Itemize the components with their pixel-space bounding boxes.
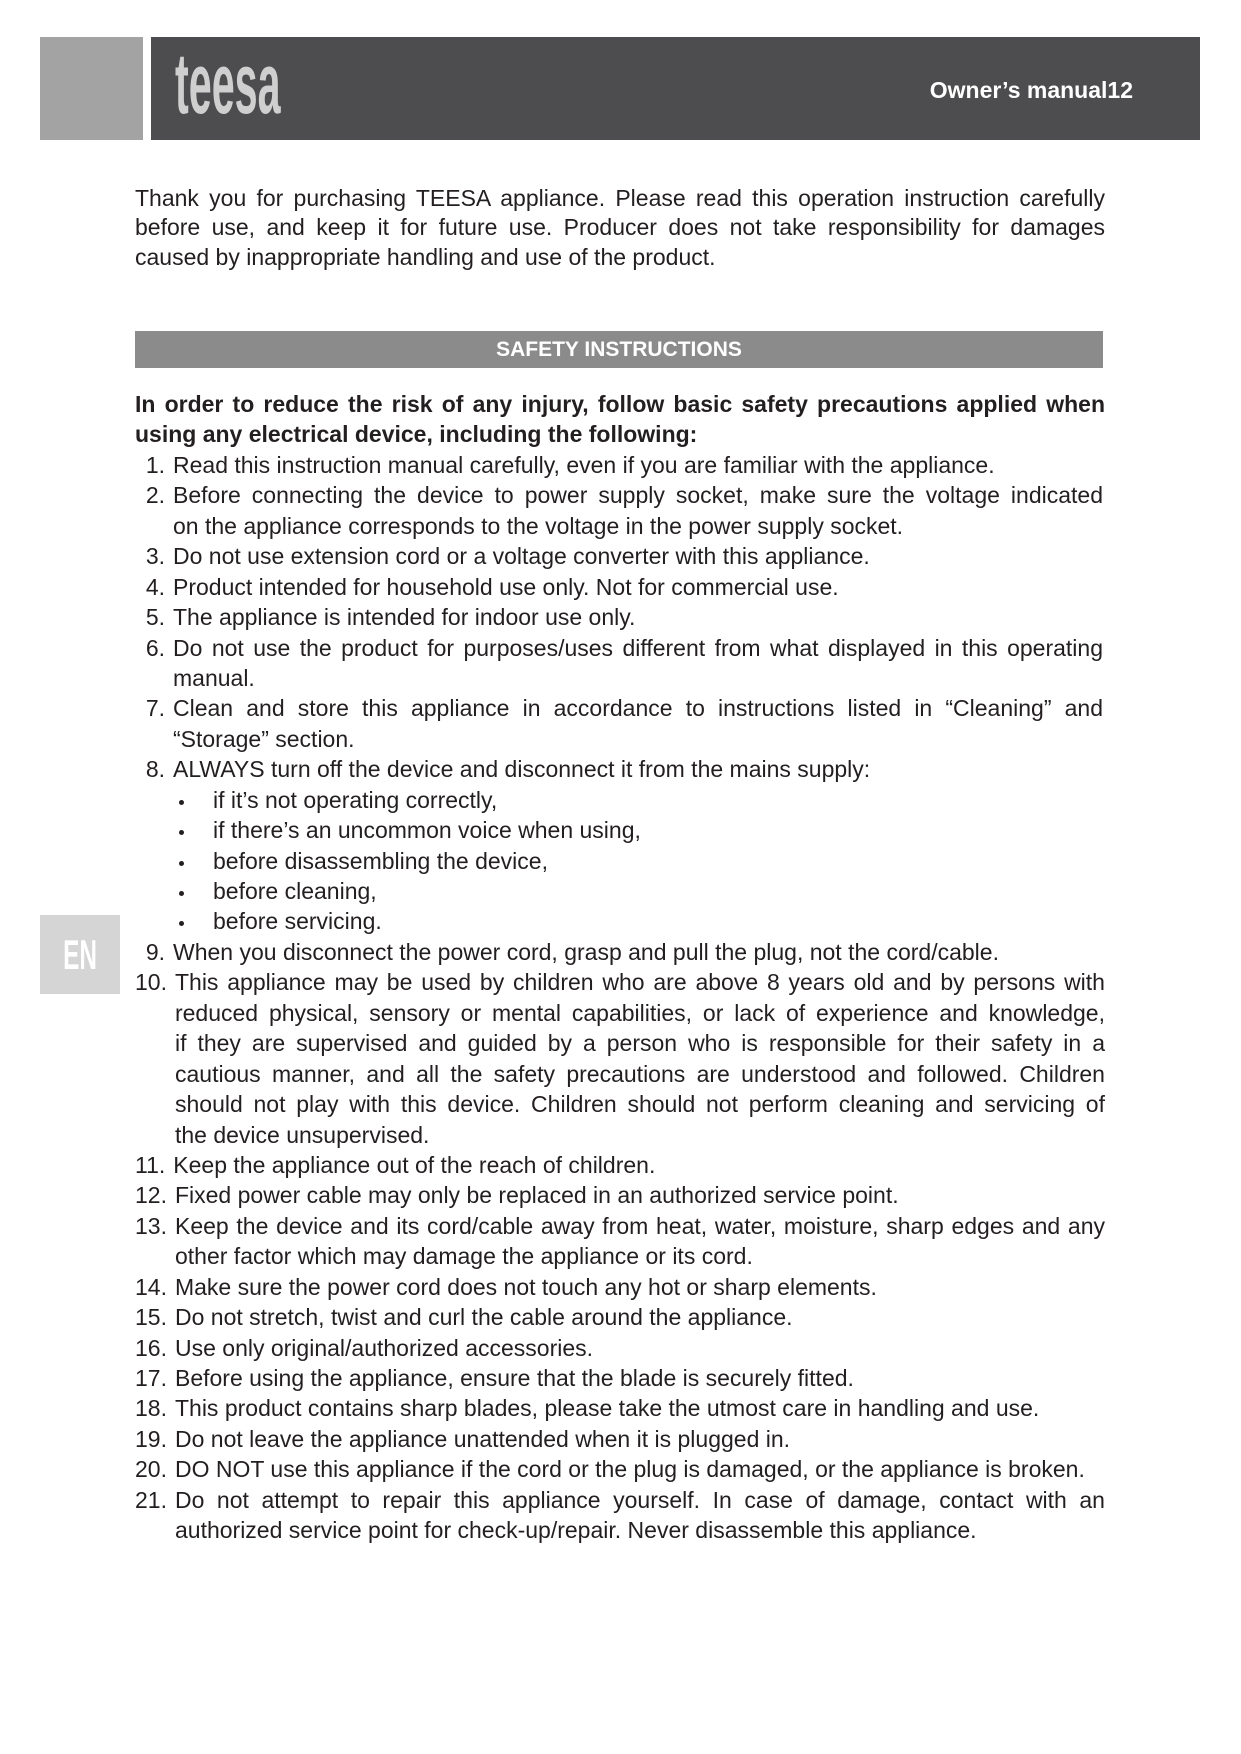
item-text-line: Do not use extension cord or a voltage converter with this appliance.: [173, 543, 870, 570]
bullet-text: before disassembling the device,: [213, 847, 548, 874]
item-text: [173, 1150, 1103, 1180]
item-text-line: Fixed power cable may only be replaced in an authorized service point.: [174, 1182, 899, 1209]
instruction-item: [135, 1180, 1105, 1210]
header-side-block: [40, 37, 143, 140]
item-text: [175, 1272, 1105, 1302]
item-text-line: cautious manner, and all the safety precautions are understood and followed. Children: [174, 1060, 1105, 1087]
item-number: 21.: [135, 1486, 167, 1513]
instruction-item: [135, 1333, 1105, 1363]
item-number: 2.: [145, 482, 165, 509]
item-text-line: Before using the appliance, ensure that the blade is securely fitted.: [174, 1365, 854, 1391]
item-text-line: Product intended for household use only. Not for commercial use.: [173, 573, 839, 600]
brand-logo: teesa: [175, 37, 281, 132]
item-text: [173, 754, 1103, 937]
instruction-item: [135, 633, 1105, 694]
instruction-item: [135, 1454, 1105, 1484]
instruction-item: [135, 572, 1105, 602]
item-text-line: on the appliance corresponds to the voltage in the power supply socket.: [173, 512, 904, 539]
item-text-line: if they are supervised and guided by a person who is responsible for their safety in a: [174, 1030, 1105, 1057]
instruction-item: [135, 450, 1105, 480]
item-number: 19.: [135, 1425, 167, 1452]
intro-line: Thank you for purchasing TEESA appliance. Please read this operation instruction carefully: [135, 185, 1105, 211]
bullet-item: [173, 785, 1103, 815]
item-text: [173, 541, 1103, 571]
item-text: [175, 967, 1105, 1150]
item-text: [173, 693, 1103, 754]
item-text-line: Do not stretch, twist and curl the cable around the appliance.: [174, 1304, 793, 1331]
lead-paragraph: [135, 389, 1105, 450]
section-heading: SAFETY INSTRUCTIONS: [496, 338, 742, 361]
item-text: [173, 572, 1103, 602]
item-text: [173, 633, 1103, 694]
instruction-item: [135, 1272, 1105, 1302]
item-text-line: This appliance may be used by children who are above 8 years old and by persons with: [174, 969, 1105, 996]
item-number: 17.: [135, 1365, 167, 1391]
bullet-text: before servicing.: [213, 908, 382, 935]
item-text: [175, 1485, 1105, 1546]
item-text: [173, 937, 1103, 967]
header-main-block: [151, 37, 1200, 140]
instruction-item: [135, 754, 1105, 937]
item-text-line: Before connecting the device to power supply socket, make sure the voltage indicated: [173, 482, 1103, 509]
item-number: 8.: [145, 756, 165, 783]
item-number: 7.: [145, 695, 165, 722]
item-number: 15.: [135, 1304, 167, 1331]
page-number: 12: [1107, 77, 1133, 103]
item-text-line: manual.: [173, 664, 255, 691]
item-number: 1.: [145, 451, 165, 478]
item-text-line: Keep the device and its cord/cable away from heat, water, moisture, sharp edges and any: [174, 1212, 1105, 1239]
instruction-item: [135, 1424, 1105, 1454]
item-number: 16.: [135, 1334, 167, 1361]
item-text-line: This product contains sharp blades, please take the utmost care in handling and use.: [174, 1395, 1040, 1422]
item-number: 5.: [145, 604, 165, 631]
item-text-line: The appliance is intended for indoor use only.: [173, 604, 636, 631]
safety-instructions-list: [135, 450, 1105, 1546]
bullet-item: [173, 815, 1103, 845]
bullet-item: [173, 846, 1103, 876]
item-text-line: Read this instruction manual carefully, even if you are familiar with the appliance.: [173, 451, 995, 478]
item-number: 20.: [135, 1456, 167, 1483]
bullet-icon: [173, 815, 213, 845]
instruction-item: [135, 967, 1105, 1150]
item-text: [175, 1393, 1105, 1423]
item-text: [175, 1363, 1105, 1393]
intro-paragraph: [135, 184, 1105, 272]
item-number: 12.: [135, 1182, 167, 1209]
bullet-icon: [173, 876, 213, 906]
bullet-text: before cleaning,: [213, 878, 377, 904]
bullet-item: [173, 876, 1103, 906]
instruction-item: [135, 541, 1105, 571]
item-text: [175, 1454, 1105, 1484]
item-number: 11.: [135, 1151, 166, 1178]
bullet-icon: [173, 846, 213, 876]
language-tab-label: EN: [63, 931, 97, 978]
instruction-item: [135, 1211, 1105, 1272]
item-number: 13.: [135, 1212, 167, 1239]
instruction-item: [135, 693, 1105, 754]
bullet-text: if there’s an uncommon voice when using,: [213, 817, 641, 844]
lead-line: using any electrical device, including the following:: [135, 421, 698, 448]
item-text-line: Keep the appliance out of the reach of children.: [173, 1151, 656, 1178]
item-text: [173, 450, 1103, 480]
item-text-line: Do not use the product for purposes/uses different from what displayed in this operating: [173, 634, 1103, 661]
item-number: 9.: [145, 938, 165, 965]
item-text: [175, 1211, 1105, 1272]
intro-line: caused by inappropriate handling and use of the product.: [135, 243, 716, 270]
item-text: [175, 1302, 1105, 1332]
item-text-line: should not play with this device. Children should not perform cleaning and servicing of: [174, 1091, 1105, 1118]
instruction-item: [135, 1363, 1105, 1393]
bullet-text: if it’s not operating correctly,: [213, 786, 498, 813]
item-text: [175, 1333, 1105, 1363]
instruction-item: [135, 602, 1105, 632]
instruction-item: [135, 480, 1105, 541]
instruction-item: [135, 1393, 1105, 1423]
language-tab: [40, 915, 120, 994]
item-text: [175, 1424, 1105, 1454]
item-text-line: Do not attempt to repair this appliance yourself. In case of damage, contact with an: [174, 1486, 1105, 1513]
item-text: [173, 480, 1103, 541]
lead-line: In order to reduce the risk of any injury, follow basic safety precautions applied when: [135, 391, 1105, 417]
item-text-line: Do not leave the appliance unattended when it is plugged in.: [174, 1425, 791, 1452]
item-text-line: When you disconnect the power cord, grasp and pull the plug, not the cord/cable.: [173, 938, 999, 965]
item-number: 14.: [135, 1273, 167, 1300]
item-text-line: DO NOT use this appliance if the cord or the plug is damaged, or the appliance is broken.: [174, 1456, 1085, 1483]
item-text: [173, 602, 1103, 632]
bullet-list: [173, 785, 1103, 937]
item-text-line: “Storage” section.: [173, 725, 355, 752]
item-text: [175, 1180, 1105, 1210]
item-text-line: reduced physical, sensory or mental capabilities, or lack of experience and knowledge,: [174, 999, 1105, 1026]
safety-section: [135, 389, 1105, 1546]
item-text-line: Clean and store this appliance in accordance to instructions listed in “Cleaning” and: [173, 695, 1103, 722]
item-number: 4.: [145, 573, 165, 600]
header-bar: [40, 37, 1200, 140]
instruction-item: [135, 937, 1105, 967]
instruction-item: [135, 1302, 1105, 1332]
item-text-line: other factor which may damage the appliance or its cord.: [174, 1243, 753, 1270]
instruction-item: [135, 1485, 1105, 1546]
bullet-icon: [173, 785, 213, 815]
item-number: 10.: [135, 969, 167, 996]
item-text-line: authorized service point for check-up/repair. Never disassemble this appliance.: [174, 1517, 977, 1544]
bullet-item: [173, 906, 1103, 936]
intro-line: before use, and keep it for future use. Producer does not take responsibility for damages: [135, 214, 1105, 241]
item-text-line: Make sure the power cord does not touch any hot or sharp elements.: [174, 1273, 877, 1300]
item-text-line: Use only original/authorized accessories.: [174, 1334, 594, 1361]
section-heading-bar: [135, 331, 1103, 368]
item-text-line: ALWAYS turn off the device and disconnect it from the mains supply:: [173, 756, 871, 783]
manual-label: Owner’s manual: [929, 77, 1108, 103]
item-number: 18.: [135, 1395, 167, 1422]
bullet-icon: [173, 906, 213, 936]
item-number: 3.: [145, 543, 165, 570]
instruction-item: [135, 1150, 1105, 1180]
item-text-line: the device unsupervised.: [174, 1121, 430, 1148]
manual-title: [930, 77, 1133, 103]
item-number: 6.: [145, 634, 165, 661]
